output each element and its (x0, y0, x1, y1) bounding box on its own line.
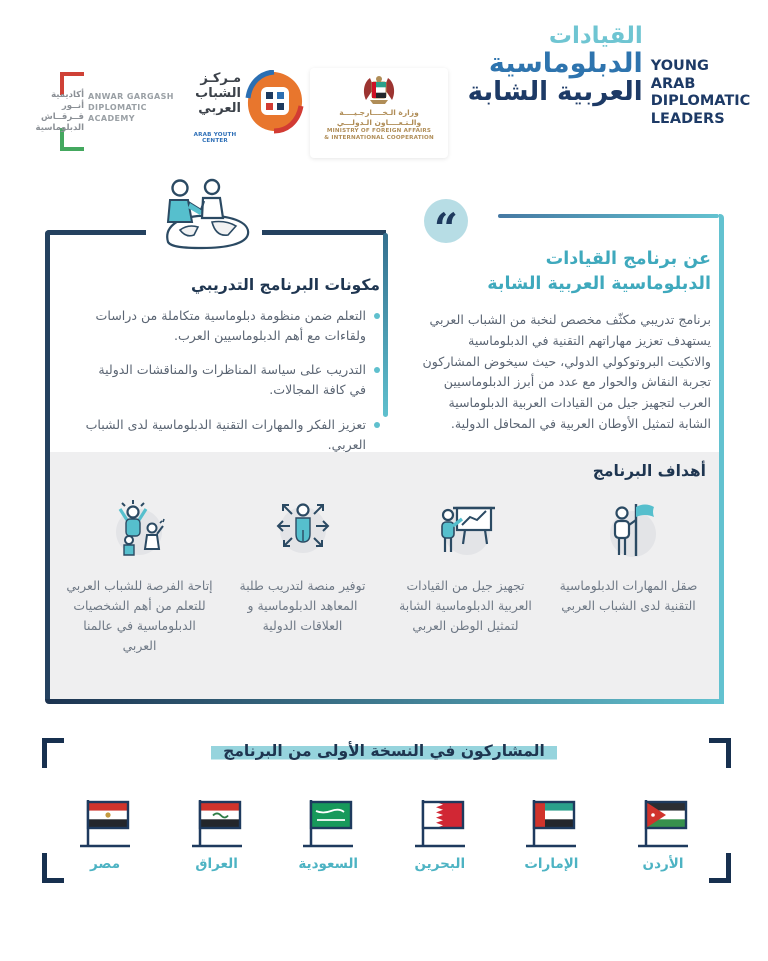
agda-english-name: ANWAR GARGASH DIPLOMATIC ACADEMY (88, 92, 174, 123)
participants-title: المشاركون في النسخة الأولى من البرنامج (0, 741, 768, 761)
ayc-arabic-name: مـركـز الشباب العربي (195, 71, 241, 116)
corner-bracket-icon (709, 853, 731, 883)
flag-jordan-icon (634, 798, 692, 850)
agda-arabic-name: أكاديمية أنــور قــرقــاش الدبلوماسية (35, 90, 84, 133)
about-paragraph: برنامج تدريبي مكثّف مخصص لنخبة من الشباب العربي يستهدف تعزيز مهاراتهم التقنية في الدبلوماسية والاتكيت البروتوكولي الدولي، حيث سيخوض المشاركون تجربة النقاش والحوار مع عدد من أبرز الدبلوماسيين العرب لتجهيز جيل من القيادات العربية الدبلوماسية الشابة لتمثيل الأوطان العربية في المحافل الدولية. (422, 311, 711, 432)
celebrating-people-icon (107, 498, 173, 564)
box-border-bottom (45, 699, 724, 704)
flag-egypt-icon (76, 798, 134, 850)
column-divider (383, 233, 388, 417)
yadl-english-name: YOUNG ARAB DIPLOMATIC LEADERS (650, 58, 751, 128)
flag-bahrain-icon (411, 798, 469, 850)
country-item: مصر (62, 798, 148, 872)
about-title: عن برنامج القيادات الدبلوماسية العربية الشابة (487, 249, 711, 295)
presenter-chart-icon (433, 498, 499, 564)
flag-uae-icon (522, 798, 580, 850)
uae-falcon-emblem-icon (360, 74, 398, 106)
quote-icon: “ (424, 199, 468, 243)
components-section (78, 276, 380, 469)
flag-iraq-icon (188, 798, 246, 850)
ayc-english-name: ARAB YOUTH CENTER (193, 132, 237, 144)
corner-bracket-icon (42, 853, 64, 883)
component-item: التعلم ضمن منظومة دبلوماسية متكاملة من دراسات ولقاءات مع أهم الدبلوماسيين العرب. (78, 306, 380, 346)
goal-item: تجهيز جيل من القيادات العربية الدبلوماسية الشابة لتمثيل الوطن العربي (384, 492, 547, 656)
box-border-left (45, 230, 50, 700)
country-item: السعودية (285, 798, 371, 872)
goal-item: صقل المهارات الدبلوماسية التقنية لدى الشباب العربي (547, 492, 710, 656)
country-item: الإمارات (508, 798, 594, 872)
anwar-gargash-academy-logo (35, 66, 190, 158)
young-arab-diplomatic-leaders-logo (462, 24, 754, 140)
components-title: مكونات البرنامج التدريبي (190, 276, 380, 294)
person-flag-icon (596, 498, 662, 564)
goals-row (58, 492, 710, 656)
box-border-top-mid (262, 230, 386, 235)
flag-saudi-arabia-icon (299, 798, 357, 850)
bullet-dot-icon (374, 367, 380, 373)
country-item: العراق (174, 798, 260, 872)
mofa-arabic-name: وزارة الـخــــارجـيــــة والـتـعــــاون الـدولـــي (336, 108, 422, 127)
component-item: التدريب على سياسة المناظرات والمناقشات الدولية في كافة المجالات. (78, 360, 380, 400)
country-item: الأردن (620, 798, 706, 872)
handshake-globe-illustration-icon (146, 178, 262, 250)
country-item: البحرين (397, 798, 483, 872)
box-border-right (719, 214, 724, 704)
box-border-top-left (45, 230, 146, 235)
goal-item: إتاحة الفرصة للشباب العربي للتعلم من أهم الشخصيات الدبلوماسية في عالمنا العربي (58, 492, 221, 656)
goals-title: أهداف البرنامج (592, 462, 706, 480)
mofa-english-name: MINISTRY OF FOREIGN AFFAIRS & INTERNATIONAL COOPERATION (324, 127, 434, 142)
about-section (421, 247, 711, 435)
bullet-dot-icon (374, 422, 380, 428)
goal-item: توفير منصة لتدريب طلبة المعاهد الدبلوماسية و العلاقات الدولية (221, 492, 384, 656)
person-arrows-icon (270, 498, 336, 564)
ayc-emblem-icon (245, 70, 305, 134)
arab-youth-center-logo (185, 70, 307, 156)
participants-flags-row (62, 798, 706, 872)
yadl-arabic-name: القيادات الدبلوماسية العربية الشابة (467, 23, 643, 107)
component-item: تعزيز الفكر والمهارات التقنية الدبلوماسية لدى الشباب العربي. (78, 415, 380, 455)
uae-ministry-logo (310, 68, 448, 158)
bullet-dot-icon (374, 313, 380, 319)
about-frame-top (498, 214, 719, 218)
